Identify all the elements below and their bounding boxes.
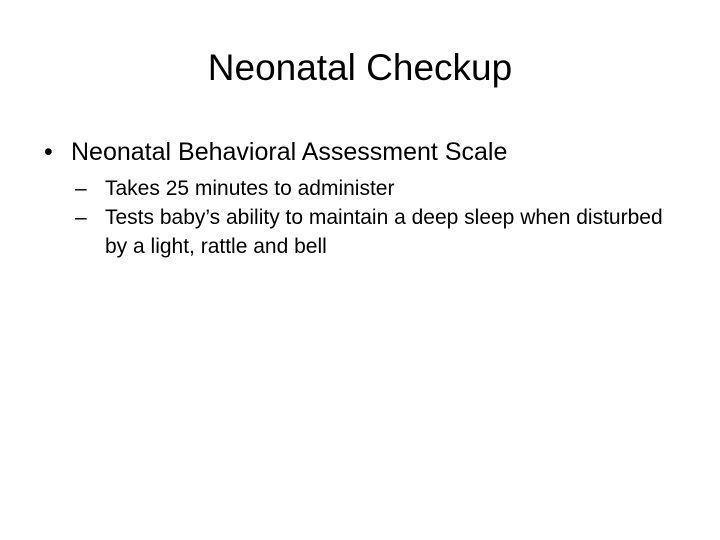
sub-bullet-item xyxy=(75,203,685,261)
sub-bullet-marker: – xyxy=(75,206,87,229)
sub-bullet-text: Tests baby’s ability to maintain a deep sleep when disturbed by a light, rattle and bell xyxy=(105,206,663,258)
sub-bullet-item xyxy=(75,174,685,203)
sub-bullet-marker: – xyxy=(75,177,87,200)
bullet-text: Neonatal Behavioral Assessment Scale xyxy=(71,138,508,166)
bullet-marker: • xyxy=(44,138,53,166)
sub-bullet-text: Takes 25 minutes to administer xyxy=(105,177,395,200)
bullet-list xyxy=(44,132,684,261)
slide-title: Neonatal Checkup xyxy=(207,47,513,88)
bullet-item xyxy=(44,132,684,261)
sub-bullet-list xyxy=(75,174,684,261)
